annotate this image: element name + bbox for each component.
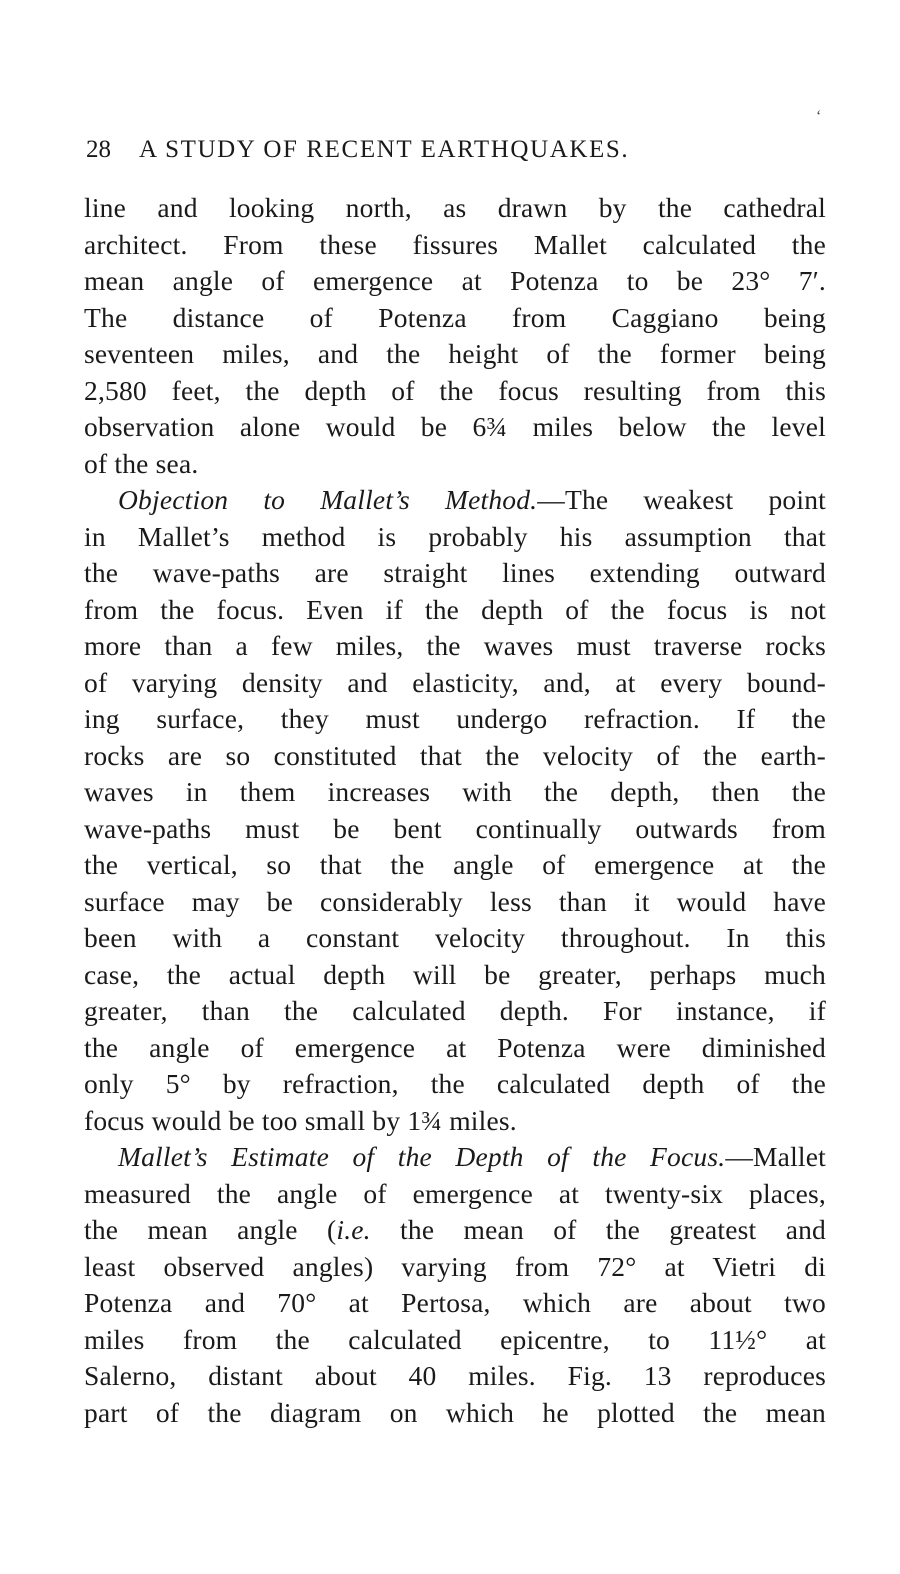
text-line: been with a constant velocity throughout. In this bbox=[84, 922, 826, 953]
section-heading: Mallet’s Estimate of the Depth of the Focus. bbox=[118, 1141, 726, 1172]
text-line: architect. From these fissures Mallet calculated the bbox=[84, 228, 826, 260]
text-line: of varying density and elasticity, and, at every bound- bbox=[84, 666, 826, 698]
text-line bbox=[84, 1212, 826, 1249]
text-line: waves in them increases with the depth, then the bbox=[84, 776, 826, 807]
running-head bbox=[86, 136, 826, 164]
text-line: more than a few miles, the waves must traverse rocks bbox=[84, 630, 826, 661]
text-line: focus would be too small by 1¾ miles. bbox=[84, 1104, 517, 1136]
text-line: miles from the calculated epicentre, to 11½° at bbox=[84, 1323, 826, 1355]
text-line: Salerno, distant about 40 miles. Fig. 13 reproduces bbox=[84, 1360, 826, 1391]
text-line: case, the actual depth will be greater, perhaps much bbox=[84, 958, 826, 990]
text-line: 2,580 feet, the depth of the focus resulting from this bbox=[84, 374, 826, 406]
section-heading-line bbox=[84, 482, 826, 519]
text-line: rocks are so constituted that the velocity of the earth- bbox=[84, 739, 826, 771]
text-line: only 5° by refraction, the calculated depth of the bbox=[84, 1068, 826, 1099]
text-line: the angle of emergence at Potenza were diminished bbox=[84, 1031, 826, 1063]
running-title: A STUDY OF RECENT EARTHQUAKES. bbox=[139, 136, 630, 163]
text-run: the mean of the greatest and bbox=[370, 1214, 827, 1245]
text-run: —Mallet bbox=[725, 1141, 826, 1172]
text-line: mean angle of emergence at Potenza to be 23° 7′. bbox=[84, 265, 826, 296]
text-line: the vertical, so that the angle of emergence at the bbox=[84, 849, 826, 880]
text-line: the wave-paths are straight lines extending outward bbox=[84, 557, 826, 588]
text-line: wave-paths must be bent continually outwards from bbox=[84, 812, 826, 844]
text-line: surface may be considerably less than it would have bbox=[84, 885, 826, 917]
page-number: 28 bbox=[86, 136, 111, 163]
text-line: from the focus. Even if the depth of the focus is not bbox=[84, 593, 826, 625]
abbreviation: i.e. bbox=[336, 1214, 371, 1245]
text-line: line and looking north, as drawn by the cathedral bbox=[84, 192, 826, 223]
text-line: seventeen miles, and the height of the former being bbox=[84, 338, 826, 369]
section-heading: Objection to Mallet’s Method. bbox=[118, 484, 538, 515]
text-line: of the sea. bbox=[84, 447, 199, 479]
text-line: Potenza and 70° at Pertosa, which are about two bbox=[84, 1287, 826, 1318]
text-line: least observed angles) varying from 72° at Vietri di bbox=[84, 1250, 826, 1282]
text-line: observation alone would be 6¾ miles below the level bbox=[84, 411, 826, 442]
text-line: ing surface, they must undergo refraction. If the bbox=[84, 703, 826, 734]
text-line: greater, than the calculated depth. For instance, if bbox=[84, 995, 826, 1026]
text-line: part of the diagram on which he plotted the mean bbox=[84, 1396, 826, 1428]
text-line: in Mallet’s method is probably his assumption that bbox=[84, 520, 826, 552]
text-line: measured the angle of emergence at twenty-six places, bbox=[84, 1177, 826, 1209]
section-heading-line bbox=[84, 1139, 826, 1176]
text-run: —The weakest point bbox=[537, 484, 826, 515]
text-run: the mean angle ( bbox=[84, 1214, 337, 1245]
text-line: The distance of Potenza from Caggiano being bbox=[84, 301, 826, 333]
stray-mark: ‘ bbox=[816, 108, 822, 125]
body-text bbox=[84, 190, 826, 1431]
